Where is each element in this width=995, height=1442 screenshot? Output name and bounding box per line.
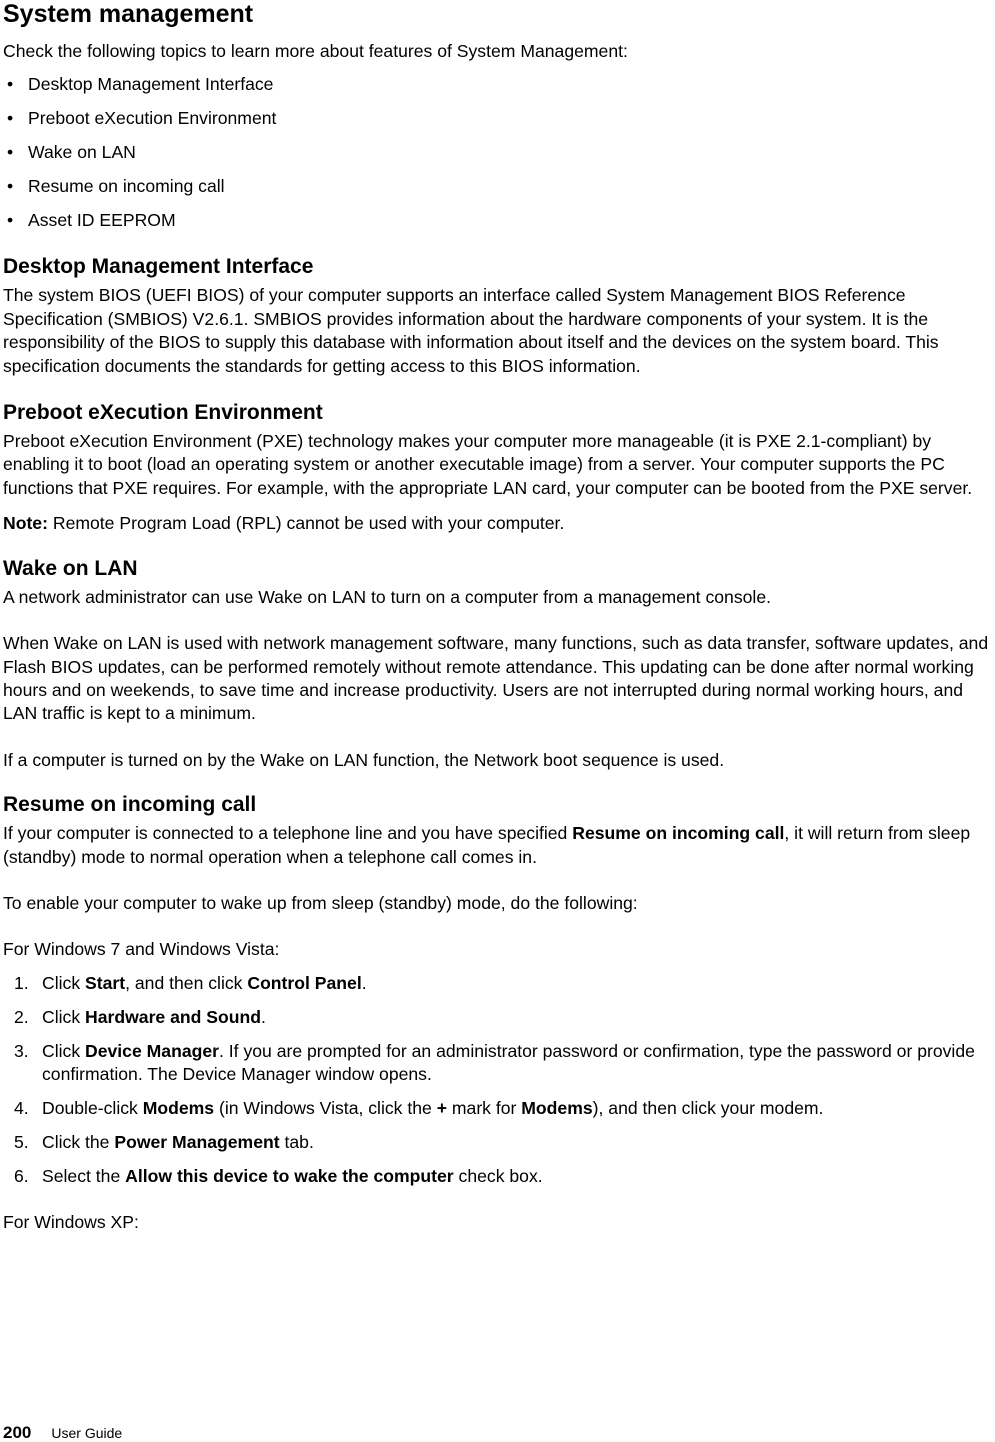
wol-paragraph-1: A network administrator can use Wake on LAN to turn on a computer from a management console. <box>3 586 771 607</box>
section-heading-dmi: Desktop Management Interface <box>3 255 314 279</box>
topic-item: • Desktop Management Interface <box>3 73 991 96</box>
resume-text: , it will return from sleep (standby) mode to normal operation when a telephone call comes in. <box>3 823 971 867</box>
step-text: (in Windows Vista, click the <box>214 1097 437 1118</box>
topic-item: • Resume on incoming call <box>3 175 991 198</box>
topic-list <box>3 73 991 232</box>
note-text: Remote Program Load (RPL) cannot be used with your computer. <box>47 513 565 534</box>
resume-xp-label: For Windows XP: <box>3 1212 139 1233</box>
dmi-body: The system BIOS (UEFI BIOS) of your computer supports an interface called System Management BIOS Reference Specification (SMBIOS) V2.6.1. SMBIOS provides information about the hardware components of your system. It is the responsibility of the BIOS to supply this database with information about itself and the devices on the system board. This specification documents the standards for getting access to this BIOS information. <box>3 285 939 376</box>
step-item <box>3 1040 991 1087</box>
section-heading-wol: Wake on LAN <box>3 556 138 580</box>
step-ui-term: Control Panel <box>247 972 362 993</box>
step-ui-term: Hardware and Sound <box>85 1006 261 1027</box>
resume-paragraph-2: To enable your computer to wake up from sleep (standby) mode, do the following: <box>3 892 638 913</box>
step-number: 3. <box>14 1040 29 1061</box>
step-text: Double-click <box>42 1097 143 1118</box>
step-number: 2. <box>14 1006 29 1027</box>
step-text: . <box>361 972 367 993</box>
document-page <box>3 0 991 1235</box>
step-text: . <box>260 1006 266 1027</box>
step-ui-term: Modems <box>142 1097 215 1118</box>
step-number: 1. <box>14 972 29 993</box>
intro-text: Check the following topics to learn more about features of System Management: <box>3 41 628 61</box>
section-heading-pxe: Preboot eXecution Environment <box>3 401 323 425</box>
step-number: 6. <box>14 1165 29 1186</box>
step-text: Click <box>42 1006 86 1027</box>
step-ui-term: Power Management <box>114 1131 280 1152</box>
topic-item: • Asset ID EEPROM <box>3 209 991 232</box>
step-ui-term: Allow this device to wake the computer <box>125 1165 454 1186</box>
pxe-note <box>3 512 991 535</box>
step-text: mark for <box>446 1097 522 1118</box>
step-ui-term: Device Manager <box>85 1040 219 1061</box>
step-item <box>3 1006 991 1029</box>
wol-paragraph-2: When Wake on LAN is used with network management software, many functions, such as data transfer, software updates, and Flash BIOS updates, can be performed remotely without remote attendance. This updating can be done after normal working hours and on weekends, to save time and increase productivity. Users are not interrupted during normal working hours, and LAN traffic is kept to a minimum. <box>3 633 989 724</box>
step-ui-term: Modems <box>521 1097 593 1118</box>
step-text: Click <box>42 1040 86 1061</box>
resume-steps <box>3 972 991 1188</box>
resume-win7-label: For Windows 7 and Windows Vista: <box>3 939 280 960</box>
step-item <box>3 972 991 995</box>
step-text: tab. <box>279 1131 314 1152</box>
guide-name: User Guide <box>51 1425 123 1441</box>
step-item <box>3 1097 991 1120</box>
step-ui-term: + <box>436 1097 447 1118</box>
topic-item: • Wake on LAN <box>3 141 991 164</box>
resume-text: If your computer is connected to a telephone line and you have specified <box>3 823 573 844</box>
section-heading-resume: Resume on incoming call <box>3 793 257 817</box>
step-item <box>3 1165 991 1188</box>
step-number: 4. <box>14 1097 29 1118</box>
step-number: 5. <box>14 1131 29 1152</box>
step-text: . If you are prompted for an administrator password or confirmation, type the password or provide confirmation. The Device Manager window opens. <box>42 1040 975 1084</box>
page-footer <box>3 1424 122 1442</box>
step-text: Click <box>42 972 86 993</box>
step-text: , and then click <box>125 972 248 993</box>
page-title: System management <box>3 0 254 28</box>
step-item <box>3 1131 991 1154</box>
step-ui-term: Start <box>85 972 126 993</box>
step-text: ), and then click your modem. <box>592 1097 824 1118</box>
step-text: check box. <box>453 1165 543 1186</box>
step-text: Select the <box>42 1165 126 1186</box>
resume-paragraph-1 <box>3 822 991 869</box>
pxe-body: Preboot eXecution Environment (PXE) technology makes your computer more manageable (it is PXE 2.1-compliant) by enabling it to boot (load an operating system or another executable image) from a server. Your computer supports the PC functions that PXE requires. For example, with the appropriate LAN card, your computer can be booted from the PXE server. <box>3 431 973 498</box>
topic-item: • Preboot eXecution Environment <box>3 107 991 130</box>
resume-option-name: Resume on incoming call <box>572 823 785 844</box>
note-label: Note: <box>3 513 48 534</box>
wol-paragraph-3: If a computer is turned on by the Wake on LAN function, the Network boot sequence is used. <box>3 749 725 770</box>
step-text: Click the <box>42 1131 115 1152</box>
page-number: 200 <box>3 1423 32 1442</box>
